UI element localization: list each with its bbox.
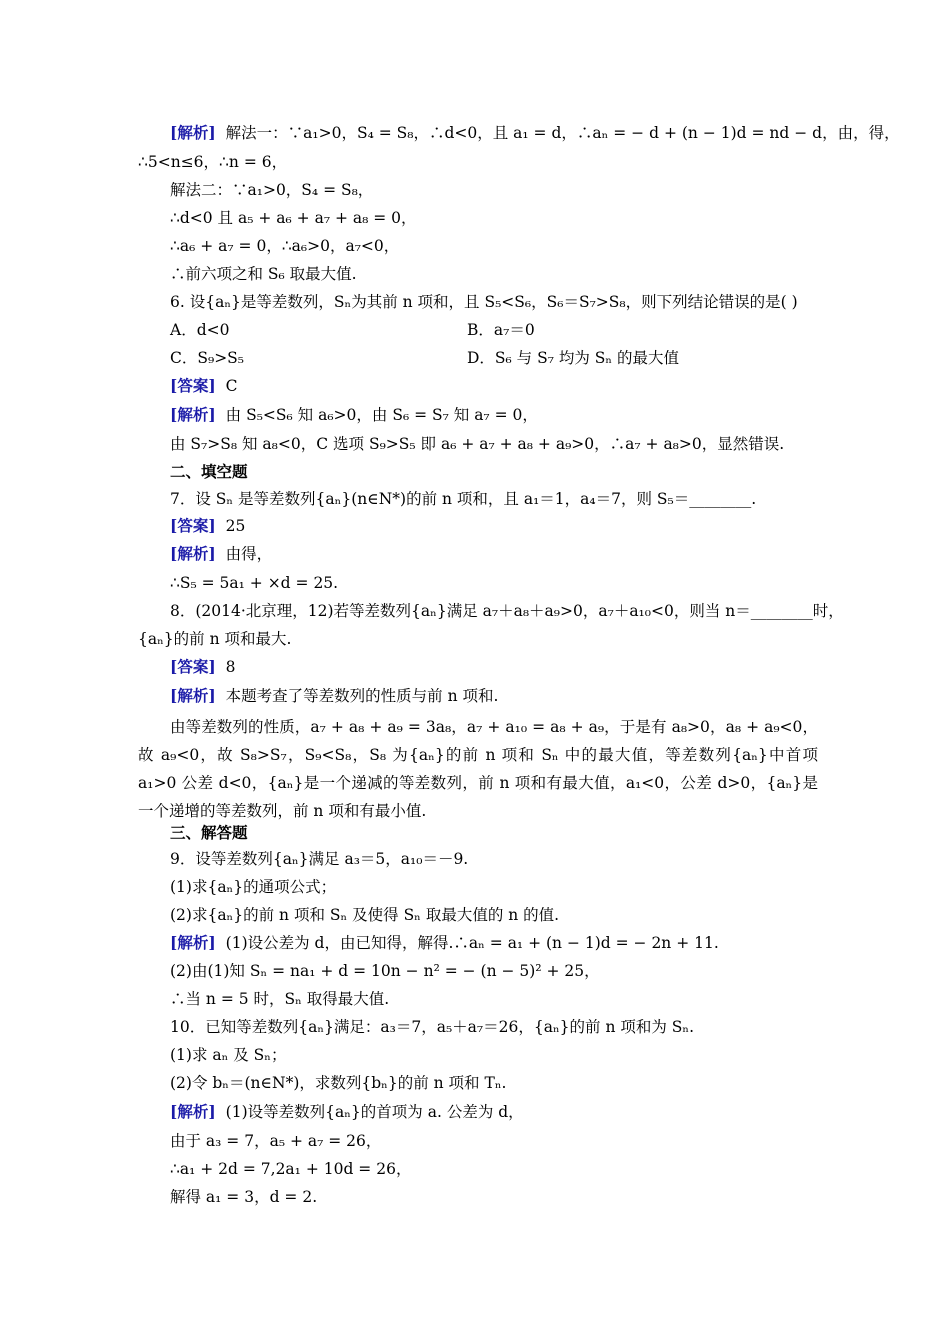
question-9-part2: (2)求{aₙ}的前 n 项和 Sₙ 及使得 Sₙ 取最大值的 n 的值. [170, 906, 560, 924]
analysis-9-result: ∴当 n = 5 时，Sₙ 取得最大值. [170, 990, 390, 1008]
line-6: ∴前六项之和 S₆ 取最大值. [170, 265, 357, 283]
analysis-tag: [解析] [170, 933, 216, 952]
line-5: ∴a₆ + a₇ = 0，∴a₆>0，a₇<0， [170, 237, 400, 255]
analysis-10-line4: 解得 a₁ = 3，d = 2. [170, 1188, 318, 1206]
analysis-tag: [解析] [170, 123, 216, 142]
answer-tag: [答案] [170, 376, 216, 395]
option-d: D．S₆ 与 S₇ 均为 Sₙ 的最大值 [467, 349, 680, 367]
question-10: 10．已知等差数列{aₙ}满足：a₃＝7，a₅＋a₇＝26，{aₙ}的前 n 项和为 Sₙ. [170, 1018, 695, 1036]
question-10-part1: (1)求 aₙ 及 Sₙ； [170, 1046, 287, 1064]
answer-7: [答案] 25 [170, 516, 246, 535]
analysis-tag: [解析] [170, 1102, 216, 1121]
analysis-6-cont: 由 S₇>S₈ 知 a₈<0，C 选项 S₉>S₅ 即 a₆ + a₇ + a₈ + a₉>0，∴a₇ + a₈>0，显然错误. [170, 435, 785, 453]
option-a: A．d<0 [170, 321, 230, 339]
analysis-tag: [解析] [170, 544, 216, 563]
question-9: 9．设等差数列{aₙ}满足 a₃＝5，a₁₀＝－9. [170, 850, 469, 868]
question-10-part2: (2)令 bₙ＝(n∈N*)，求数列{bₙ}的前 n 项和 Tₙ. [170, 1074, 507, 1092]
question-6: 6. 设{aₙ}是等差数列，Sₙ为其前 n 项和，且 S₅<S₆，S₆＝S₇>S₈，则下列结论错误的是( ) [170, 293, 798, 311]
answer-8: [答案] 8 [170, 657, 236, 676]
line-4: ∴d<0 且 a₅ + a₆ + a₇ + a₈ = 0， [170, 209, 417, 227]
analysis-7: [解析] 由得， [170, 544, 273, 563]
analysis-6: [解析] 由 S₅<S₆ 知 a₆>0，由 S₆ = S₇ 知 a₇ = 0， [170, 405, 538, 424]
analysis-tag: [解析] [170, 686, 216, 705]
question-8-cont: {aₙ}的前 n 项和最大. [138, 630, 292, 648]
analysis-7-cont: ∴S₅ = 5a₁ + ×d = 25. [170, 574, 339, 592]
analysis-9: [解析] (1)设公差为 d，由已知得，解得.∴aₙ = a₁ + (n − 1)d = − 2n + 11. [170, 933, 719, 952]
answer-6: [答案] C [170, 376, 238, 395]
option-b: B．a₇＝0 [467, 321, 535, 339]
analysis-10: [解析] (1)设等差数列{aₙ}的首项为 a. 公差为 d， [170, 1102, 524, 1121]
answer-tag: [答案] [170, 516, 216, 535]
analysis-8-paragraph: 由等差数列的性质，a₇ + a₈ + a₉ = 3a₈，a₇ + a₁₀ = a₈ + a₉，于是有 a₈>0，a₈ + a₉<0，故 a₉<0，故 S₈>S₇，S₉<S₈，S₈ 为{aₙ}的前 n 项和 Sₙ 中的最大值，等差数列{aₙ}中首项 a₁>0 公差 d<0，{aₙ}是一个递减的等差数列，前 n 项和有最大值，a₁<0，公差 d>0，{aₙ}是一个递增的等差数列，前 n 项和有最小值. [138, 718, 818, 820]
answer-tag: [答案] [170, 657, 216, 676]
analysis-10-line3: ∴a₁ + 2d = 7,2a₁ + 10d = 26， [170, 1160, 412, 1178]
line-2: ∴5<n≤6，∴n = 6， [138, 153, 288, 171]
section-fill-blank: 二、填空题 [170, 462, 248, 481]
line-1: [解析] 解法一：∵a₁>0，S₄ = S₈，∴d<0，且 a₁ = d，∴aₙ = − d + (n − 1)d = nd − d，由，得， [170, 123, 900, 142]
option-c: C．S₉>S₅ [170, 349, 245, 367]
analysis-8: [解析] 本题考查了等差数列的性质与前 n 项和. [170, 686, 499, 705]
question-7: 7．设 Sₙ 是等差数列{aₙ}(n∈N*)的前 n 项和，且 a₁＝1，a₄＝7，则 S₅＝________. [170, 490, 757, 508]
line-3: 解法二：∵a₁>0，S₄ = S₈， [170, 181, 374, 199]
analysis-10-line2: 由于 a₃ = 7，a₅ + a₇ = 26， [170, 1132, 382, 1150]
section-answer: 三、解答题 [170, 823, 248, 842]
question-8: 8．(2014·北京理，12)若等差数列{aₙ}满足 a₇＋a₈＋a₉>0，a₇＋a₁₀<0，则当 n＝________时， [170, 602, 844, 620]
analysis-9-part2: (2)由(1)知 Sₙ = na₁ + d = 10n − n² = − (n − 5)² + 25， [170, 962, 600, 980]
question-9-part1: (1)求{aₙ}的通项公式； [170, 878, 337, 896]
analysis-tag: [解析] [170, 405, 216, 424]
